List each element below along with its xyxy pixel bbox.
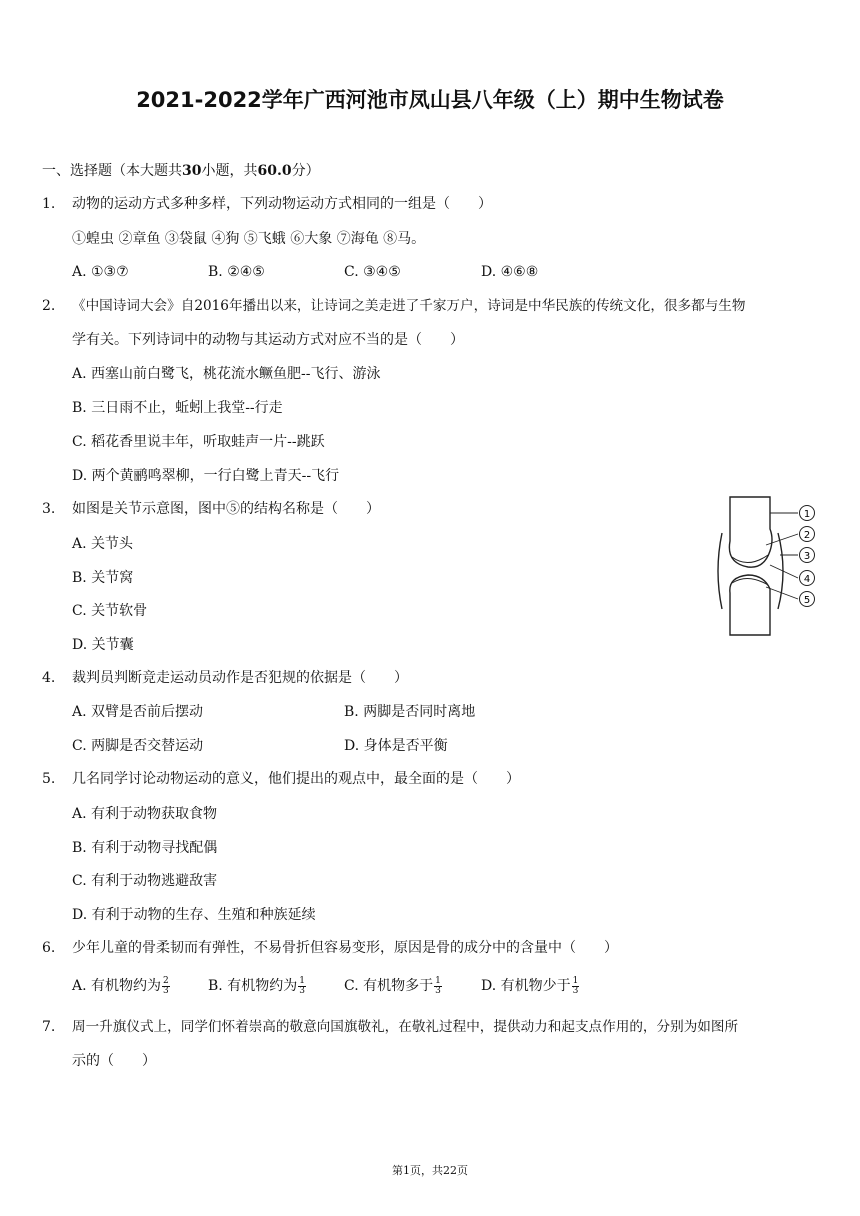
option: D. 两个黄鹂鸣翠柳，一行白鹭上青天--飞行 — [72, 468, 340, 484]
option: A. 有机物约为 $\frac{2}{3}$ — [72, 975, 169, 996]
option: B. ②④⑤ — [208, 264, 265, 280]
question-stem: 几名同学讨论动物运动的意义，他们提出的观点中，最全面的是（ ） — [72, 771, 520, 787]
page-footer: 第1页，共22页 — [392, 1164, 468, 1177]
question-number: 4. — [42, 670, 56, 686]
option: A. 关节头 — [72, 536, 134, 552]
figure-label-4: 4 — [803, 574, 811, 585]
option: D. 关节囊 — [72, 637, 134, 653]
question-number: 2. — [42, 298, 56, 314]
option: C. 有机物多于 $\frac{1}{3}$ — [344, 975, 441, 996]
option: B. 有机物约为 $\frac{1}{3}$ — [208, 975, 305, 996]
question-number: 3. — [42, 501, 56, 517]
question-number: 1. — [42, 196, 56, 212]
question-stem: 学有关。下列诗词中的动物与其运动方式对应不当的是（ ） — [72, 332, 464, 348]
option: D. ④⑥⑧ — [481, 264, 539, 280]
question-stem: 少年儿童的骨柔韧而有弹性，不易骨折但容易变形，原因是骨的成分中的含量中（ ） — [72, 940, 618, 956]
joint-diagram — [708, 493, 828, 637]
question-stem: 裁判员判断竞走运动员动作是否犯规的依据是（ ） — [72, 670, 408, 686]
option: A. 西塞山前白鹭飞，桃花流水鳜鱼肥--飞行、游泳 — [72, 366, 381, 382]
option: D. 有机物少于 $\frac{1}{3}$ — [481, 975, 579, 996]
option: D. 身体是否平衡 — [344, 738, 448, 754]
option: C. ③④⑤ — [344, 264, 401, 280]
question-stem: 如图是关节示意图，图中⑤的结构名称是（ ） — [72, 501, 380, 517]
figure-label-1: 1 — [803, 509, 811, 520]
section-heading: 一、选择题（本大题共30小题，共60.0分） — [42, 163, 320, 179]
question-stem: 示的（ ） — [72, 1053, 156, 1069]
option: B. 两脚是否同时离地 — [344, 704, 476, 720]
question-stem: 动物的运动方式多种多样，下列动物运动方式相同的一组是（ ） — [72, 196, 492, 212]
option: B. 有利于动物寻找配偶 — [72, 840, 218, 856]
option: A. ①③⑦ — [72, 264, 129, 280]
option: A. 双臂是否前后摆动 — [72, 704, 204, 720]
option: A. 有利于动物获取食物 — [72, 806, 218, 822]
option: B. 三日雨不止，蚯蚓上我堂--行走 — [72, 400, 283, 416]
question-stem: 《中国诗词大会》自2016年播出以来，让诗词之美走进了千家万户，诗词是中华民族的传统文化，很多都与生物 — [72, 298, 746, 314]
question-number: 5. — [42, 771, 56, 787]
question-number: 7. — [42, 1019, 56, 1035]
question-stem: 周一升旗仪式上，同学们怀着崇高的敬意向国旗敬礼，在敬礼过程中，提供动力和起支点作用的，分别为如图所 — [72, 1019, 739, 1035]
option: C. 两脚是否交替运动 — [72, 738, 204, 754]
option: D. 有利于动物的生存、生殖和种族延续 — [72, 907, 316, 923]
option: C. 稻花香里说丰年，听取蛙声一片--跳跃 — [72, 434, 325, 450]
option: C. 关节软骨 — [72, 603, 148, 619]
page-title: 2021-2022学年广西河池市凤山县八年级（上）期中生物试卷 — [136, 88, 724, 112]
question-extra: ①蝗虫 ②章鱼 ③袋鼠 ④狗 ⑤飞蛾 ⑥大象 ⑦海龟 ⑧马。 — [72, 231, 426, 247]
figure-label-2: 2 — [803, 530, 811, 541]
option: B. 关节窝 — [72, 570, 134, 586]
figure-label-5: 5 — [803, 595, 811, 606]
option: C. 有利于动物逃避敌害 — [72, 873, 218, 889]
figure-label-3: 3 — [803, 551, 811, 562]
question-number: 6. — [42, 940, 56, 956]
